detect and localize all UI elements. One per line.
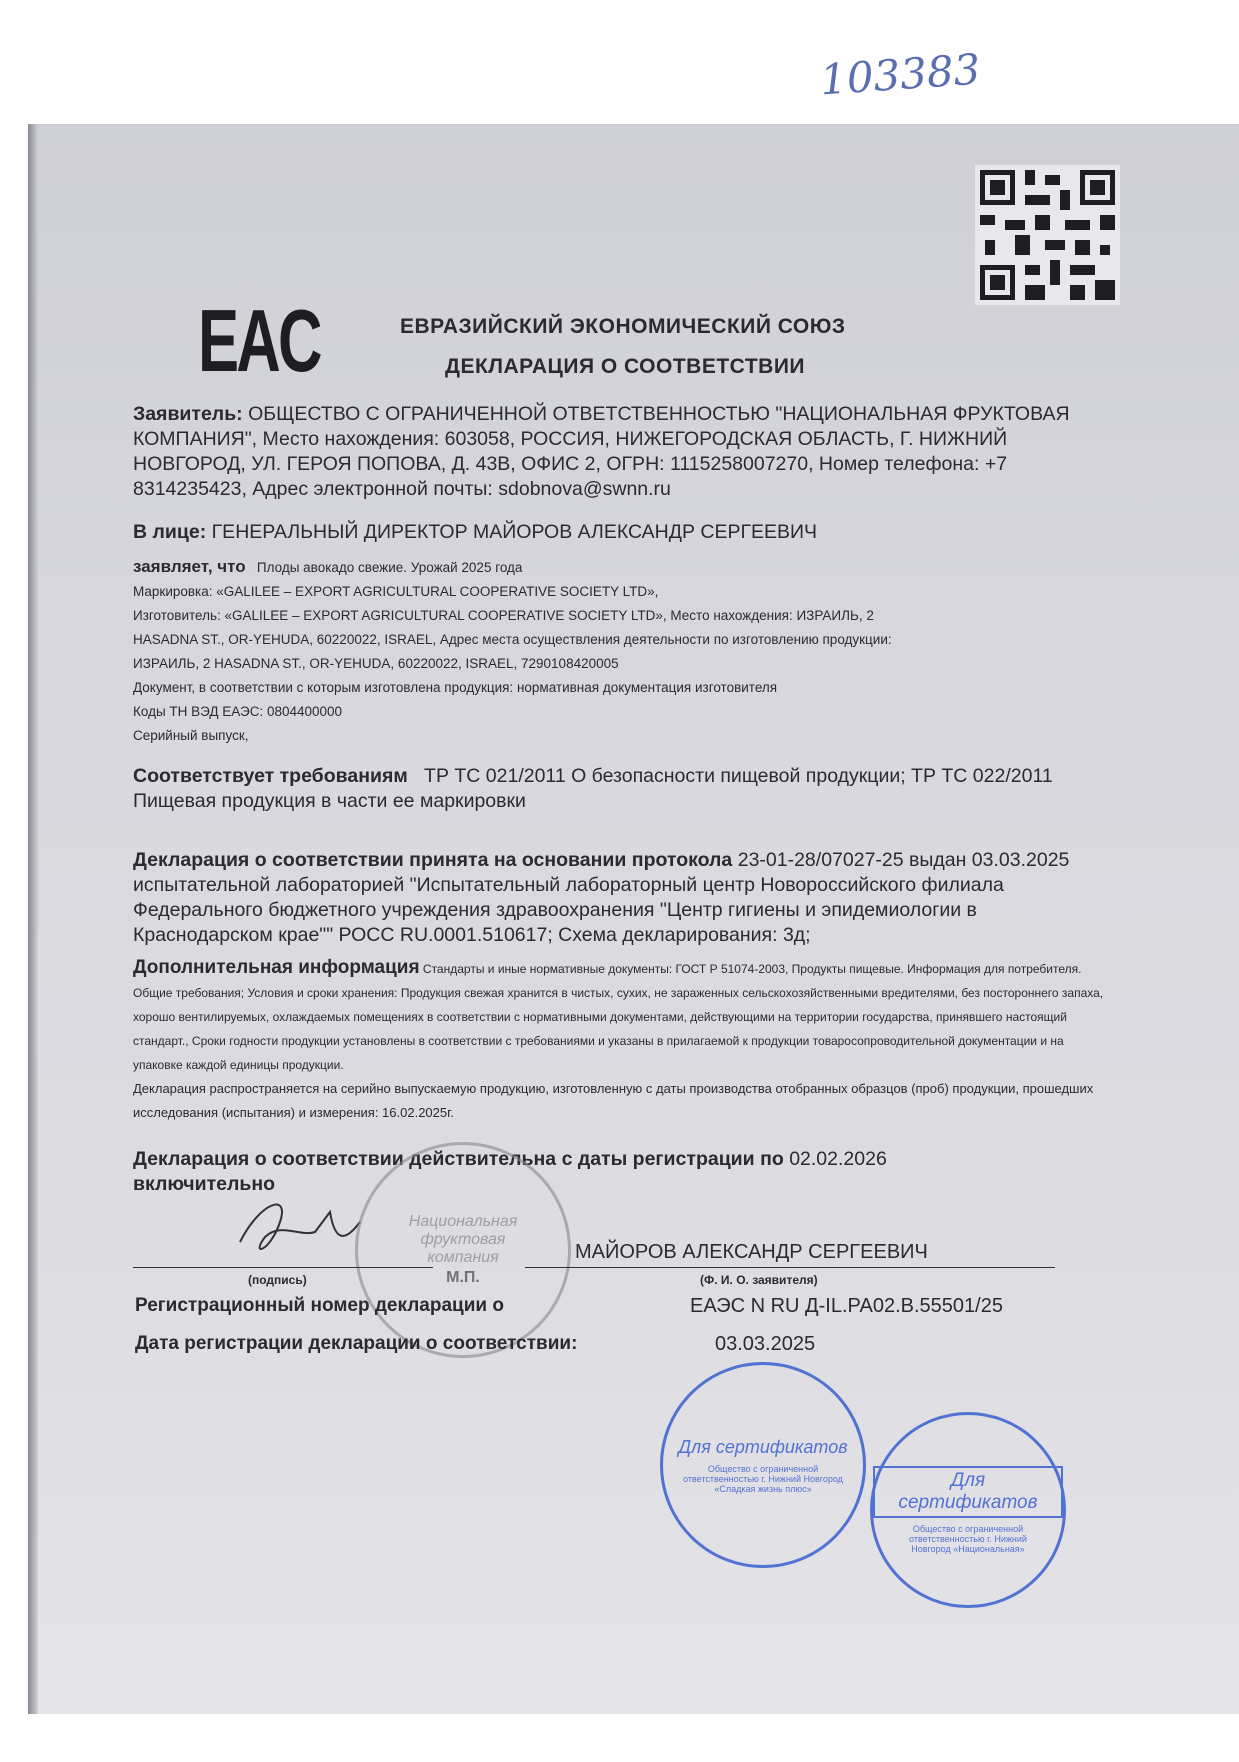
- name-line: [525, 1267, 1055, 1268]
- document-body: [133, 402, 1108, 1617]
- validity-date: 02.02.2026: [789, 1148, 887, 1170]
- representative-label: В лице:: [133, 521, 207, 543]
- company-stamp-text: Национальная фруктовая компания: [408, 1213, 518, 1266]
- representative-block: [133, 520, 1073, 545]
- additional-text: Стандарты и иные нормативные документы: ГОСТ Р 51074-2003, Продукты пищевые. Информация для потребителя. Общие требования; Условия и сроки хранения: Продукция свежая хранится в чистых, сухих, не зараженных сельскохозяйственными вредителями, без постороннего запаха, хорошо вентилируемых, охлаждаемых помещениях в соответствии с нормативными документами, действующими на территории государства, принявшего настоящий стандарт., Сроки годности продукции установлены в соответствии с требованиями и указаны в прилагаемой к продукции товаросопроводительной документации и на упаковке каждой единицы продукции.: [133, 962, 1104, 1072]
- stamp-nacionalnaya: [870, 1412, 1066, 1608]
- basis-label: Декларация о соответствии принята на основании протокола: [133, 849, 733, 871]
- registration-number: ЕАЭС N RU Д-IL.РА02.В.55501/25: [690, 1295, 1003, 1317]
- conformity-label: Соответствует требованиям: [133, 765, 408, 787]
- document-title: ДЕКЛАРАЦИЯ О СООТВЕТСТВИИ: [445, 355, 806, 378]
- representative-text: ГЕНЕРАЛЬНЫЙ ДИРЕКТОР МАЙОРОВ АЛЕКСАНДР СЕРГЕЕВИЧ: [211, 521, 818, 543]
- declares-line: HASADNA ST., OR-YEHUDA, 60220022, ISRAEL, Адрес места осуществления деятельности по изготовлению продукции:: [133, 632, 892, 647]
- validity-label: Декларация о соответствии действительна с даты регистрации по: [133, 1148, 784, 1170]
- signer-name: МАЙОРОВ АЛЕКСАНДР СЕРГЕЕВИЧ: [575, 1241, 928, 1263]
- union-heading: ЕВРАЗИЙСКИЙ ЭКОНОМИЧЕСКИЙ СОЮЗ: [400, 315, 846, 338]
- declares-line: ИЗРАИЛЬ, 2 HASADNA ST., OR-YEHUDA, 60220022, ISRAEL, 7290108420005: [133, 656, 619, 671]
- company-stamp: [355, 1142, 571, 1358]
- additional-block: [133, 956, 1108, 1125]
- declares-line: Изготовитель: «GALILEE – EXPORT AGRICULTURAL COOPERATIVE SOCIETY LTD», Место нахождения: ИЗРАИЛЬ, 2: [133, 608, 874, 623]
- applicant-label: Заявитель:: [133, 403, 243, 425]
- declares-line: Серийный выпуск,: [133, 728, 249, 743]
- signature-caption: (подпись): [248, 1273, 307, 1287]
- signature-section: [0, 1197, 1239, 1617]
- eac-logo: EAC: [198, 291, 320, 390]
- registration-number-label: Регистрационный номер декларации о: [135, 1295, 504, 1316]
- conformity-text: ТР ТС 021/2011 О безопасности пищевой продукции; ТР ТС 022/2011 Пищевая продукция в части ее маркировки: [133, 765, 1053, 812]
- basis-block: [133, 848, 1073, 948]
- handwritten-number: 103383: [818, 44, 982, 105]
- stamp-text: Для сертификатов: [678, 1436, 848, 1457]
- qr-code: [975, 165, 1120, 305]
- signature-line: [133, 1267, 433, 1268]
- basis-text: 23-01-28/07027-25 выдан 03.03.2025 испытательной лабораторией "Испытательный лабораторный центр Новороссийского филиала Федерального бюджетного учреждения здравоохранения "Центр гигиены и эпидемиологии в Краснодарском крае"" РОСС RU.0001.510617; Схема декларирования: 3д;: [133, 849, 1070, 946]
- validity-suffix: включительно: [133, 1173, 276, 1195]
- declares-line: Маркировка: «GALILEE – EXPORT AGRICULTURAL COOPERATIVE SOCIETY LTD»,: [133, 584, 659, 599]
- stamp-ring-text: Общество с ограниченной ответственностью г. Нижний Новгород «Сладкая жизнь плюс»: [683, 1463, 843, 1494]
- applicant-block: [133, 402, 1073, 502]
- declares-line: Коды ТН ВЭД ЕАЭС: 0804400000: [133, 704, 343, 719]
- declares-block: [133, 555, 1073, 748]
- registration-date: 03.03.2025: [715, 1333, 816, 1355]
- applicant-text: ОБЩЕСТВО С ОГРАНИЧЕННОЙ ОТВЕТСТВЕННОСТЬЮ "НАЦИОНАЛЬНАЯ ФРУКТОВАЯ КОМПАНИЯ", Место нахождения: 603058, РОССИЯ, НИЖЕГОРОДСКАЯ ОБЛАСТЬ, Г. НИЖНИЙ НОВГОРОД, УЛ. ГЕРОЯ ПОПОВА, Д. 43В, ОФИС 2, ОГРН: 1115258007270, Номер телефона: +7 8314235423, Адрес электронной почты: sdobnova@swnn.ru: [133, 403, 1070, 500]
- product-name: Плоды авокадо свежие. Урожай 2025 года: [256, 560, 523, 575]
- declares-label: заявляет, что: [133, 557, 246, 576]
- additional-label: Дополнительная информация: [133, 957, 420, 978]
- stamp-ring-text: Общество с ограниченной ответственностью г. Нижний Новгород «Национальная»: [909, 1524, 1027, 1554]
- declares-line: Документ, в соответствии с которым изготовлена продукция: нормативная документация изготовителя: [133, 680, 778, 695]
- registration-date-label: Дата регистрации декларации о соответствии:: [135, 1333, 578, 1354]
- stamp-text: Для сертификатов: [873, 1466, 1063, 1518]
- scope-text: Декларация распространяется на серийно выпускаемую продукцию, изготовленную с даты производства отобранных образцов (проб) продукции, прошедших исследования (испытания) и измерения: 16.02.2025г.: [133, 1081, 1094, 1120]
- name-caption: (Ф. И. О. заявителя): [700, 1273, 818, 1287]
- stamp-sladkaya-zhizn: [660, 1362, 866, 1568]
- conformity-block: [133, 764, 1073, 814]
- mp-label: М.П.: [446, 1269, 480, 1286]
